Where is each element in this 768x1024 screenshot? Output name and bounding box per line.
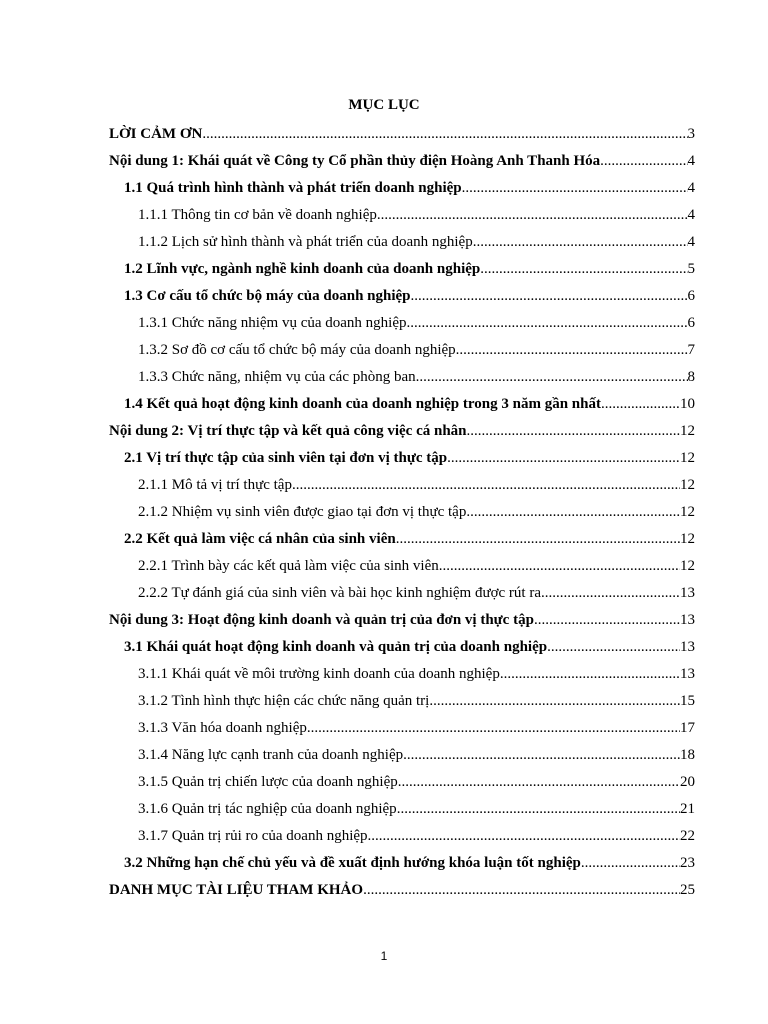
toc-entry-text: 1.3.2 Sơ đồ cơ cấu tổ chức bộ máy của doanh nghiệp (138, 342, 456, 358)
toc-dot-leader (363, 877, 680, 904)
toc-dot-leader (398, 769, 680, 796)
toc-entry-page: 13 (680, 585, 695, 601)
toc-entry-page: 4 (687, 180, 695, 196)
toc-entry-page: 13 (680, 639, 695, 655)
toc-entry[interactable] (109, 283, 695, 310)
toc-entry-page: 12 (680, 423, 695, 439)
toc-entry-text: 1.3.3 Chức năng, nhiệm vụ của các phòng ban (138, 369, 416, 385)
toc-dot-leader (581, 850, 680, 877)
toc-entry-page: 21 (680, 801, 695, 817)
toc-entry-page: 12 (680, 477, 695, 493)
toc-entry[interactable] (109, 364, 695, 391)
toc-entry[interactable] (109, 715, 695, 742)
toc-entry-page: 4 (687, 153, 695, 169)
toc-entry[interactable] (109, 580, 695, 607)
toc-dot-leader (368, 823, 680, 850)
toc-entry-text: 3.2 Những hạn chế chủ yếu và đề xuất định hướng khóa luận tốt nghiệp (124, 855, 581, 871)
toc-entry-text: Nội dung 1: Khái quát về Công ty Cổ phần thủy điện Hoàng Anh Thanh Hóa (109, 153, 601, 169)
toc-entry[interactable] (109, 121, 695, 148)
toc-entry-page: 4 (687, 234, 695, 250)
toc-entry-text: Nội dung 2: Vị trí thực tập và kết quả công việc cá nhân (109, 423, 467, 439)
toc-dot-leader (407, 310, 688, 337)
toc-entry-text: 2.1.2 Nhiệm vụ sinh viên được giao tại đơn vị thực tập (138, 504, 467, 520)
toc-dot-leader (439, 553, 680, 580)
toc-dot-leader (377, 202, 688, 229)
toc-dot-leader (466, 499, 680, 526)
toc-entry[interactable] (109, 418, 695, 445)
toc-entry-page: 12 (680, 558, 695, 574)
toc-entry[interactable] (109, 769, 695, 796)
toc-entry-text: 1.2 Lĩnh vực, ngành nghề kinh doanh của doanh nghiệp (124, 261, 481, 277)
toc-entry-text: 2.2.1 Trình bày các kết quả làm việc của sinh viên (138, 558, 439, 574)
toc-entry-text: 3.1.5 Quản trị chiến lược của doanh nghiệp (138, 774, 398, 790)
toc-entry-page: 23 (680, 855, 695, 871)
toc-dot-leader (307, 715, 680, 742)
toc-entry[interactable] (109, 256, 695, 283)
toc-entry[interactable] (109, 229, 695, 256)
toc-dot-leader (467, 418, 680, 445)
toc-dot-leader (202, 121, 687, 148)
toc-dot-leader (292, 472, 680, 499)
toc-entry-page: 22 (680, 828, 695, 844)
toc-dot-leader (456, 337, 688, 364)
toc-entry[interactable] (109, 661, 695, 688)
toc-entry-text: 2.1.1 Mô tả vị trí thực tập (138, 477, 292, 493)
toc-entry-text: 1.1 Quá trình hình thành và phát triển doanh nghiệp (124, 180, 462, 196)
toc-dot-leader (429, 688, 680, 715)
toc-entry-text: 1.3.1 Chức năng nhiệm vụ của doanh nghiệp (138, 315, 407, 331)
toc-entry-page: 6 (687, 315, 695, 331)
toc-entry[interactable] (109, 310, 695, 337)
toc-dot-leader (396, 526, 680, 553)
toc-entry-text: 2.1 Vị trí thực tập của sinh viên tại đơn vị thực tập (124, 450, 448, 466)
toc-entry-text: 3.1.7 Quản trị rủi ro của doanh nghiệp (138, 828, 368, 844)
toc-entry-page: 20 (680, 774, 695, 790)
toc-entry[interactable] (109, 526, 695, 553)
toc-entry[interactable] (109, 607, 695, 634)
toc-entry-page: 12 (680, 504, 695, 520)
toc-dot-leader (480, 256, 687, 283)
table-of-contents (109, 121, 695, 904)
toc-entry[interactable] (109, 148, 695, 175)
toc-dot-leader (473, 229, 688, 256)
toc-entry-text: 1.4 Kết quả hoạt động kinh doanh của doanh nghiệp trong 3 năm gần nhất (124, 396, 601, 412)
toc-dot-leader (447, 445, 680, 472)
toc-dot-leader (416, 364, 688, 391)
toc-entry-page: 25 (680, 882, 695, 898)
toc-entry[interactable] (109, 553, 695, 580)
toc-entry-text: 3.1.6 Quản trị tác nghiệp của doanh nghiệp (138, 801, 397, 817)
toc-entry-page: 18 (680, 747, 695, 763)
toc-entry-page: 13 (680, 612, 695, 628)
toc-entry-text: Nội dung 3: Hoạt động kinh doanh và quản trị của đơn vị thực tập (109, 612, 534, 628)
toc-entry-text: 3.1.1 Khái quát về môi trường kinh doanh của doanh nghiệp (138, 666, 500, 682)
toc-title: MỤC LỤC (348, 97, 420, 113)
toc-entry-page: 12 (680, 450, 695, 466)
toc-dot-leader (600, 148, 687, 175)
toc-entry[interactable] (109, 634, 695, 661)
toc-dot-leader (534, 607, 680, 634)
toc-entry-text: 1.1.2 Lịch sử hình thành và phát triển của doanh nghiệp (138, 234, 473, 250)
toc-entry-text: 1.3 Cơ cấu tổ chức bộ máy của doanh nghiệp (124, 288, 411, 304)
toc-dot-leader (547, 634, 680, 661)
toc-dot-leader (500, 661, 680, 688)
toc-entry-text: 2.2.2 Tự đánh giá của sinh viên và bài học kinh nghiệm được rút ra (138, 585, 541, 601)
toc-dot-leader (403, 742, 680, 769)
toc-entry-page: 7 (687, 342, 695, 358)
toc-entry[interactable] (109, 499, 695, 526)
toc-dot-leader (411, 283, 688, 310)
toc-entry[interactable] (109, 877, 695, 904)
toc-entry[interactable] (109, 337, 695, 364)
toc-entry[interactable] (109, 445, 695, 472)
toc-entry[interactable] (109, 175, 695, 202)
toc-dot-leader (541, 580, 680, 607)
toc-entry-text: 2.2 Kết quả làm việc cá nhân của sinh viên (124, 531, 396, 547)
toc-entry-page: 15 (680, 693, 695, 709)
toc-entry[interactable] (109, 202, 695, 229)
toc-entry-text: 3.1.2 Tình hình thực hiện các chức năng quản trị (138, 693, 430, 709)
toc-entry[interactable] (109, 742, 695, 769)
toc-entry[interactable] (109, 688, 695, 715)
toc-dot-leader (397, 796, 680, 823)
toc-entry-text: LỜI CẢM ƠN (109, 126, 203, 142)
toc-entry-text: 3.1.4 Năng lực cạnh tranh của doanh nghiệp (138, 747, 404, 763)
toc-entry[interactable] (109, 796, 695, 823)
toc-entry-text: DANH MỤC TÀI LIỆU THAM KHẢO (109, 882, 364, 898)
toc-entry-page: 10 (680, 396, 695, 412)
toc-entry-page: 5 (687, 261, 695, 277)
toc-entry-text: 3.1.3 Văn hóa doanh nghiệp (138, 720, 307, 736)
toc-entry-page: 17 (680, 720, 695, 736)
toc-entry-page: 6 (687, 288, 695, 304)
toc-entry-text: 1.1.1 Thông tin cơ bản về doanh nghiệp (138, 207, 377, 223)
toc-entry-page: 3 (687, 126, 695, 142)
toc-entry[interactable] (109, 823, 695, 850)
toc-entry[interactable] (109, 472, 695, 499)
toc-entry[interactable] (109, 391, 695, 418)
page-number: 1 (380, 949, 388, 963)
toc-entry[interactable] (109, 850, 695, 877)
toc-entry-page: 13 (680, 666, 695, 682)
toc-dot-leader (462, 175, 688, 202)
toc-entry-page: 8 (687, 369, 695, 385)
toc-entry-page: 4 (687, 207, 695, 223)
toc-entry-text: 3.1 Khái quát hoạt động kinh doanh và quản trị của doanh nghiệp (124, 639, 548, 655)
toc-dot-leader (601, 391, 680, 418)
toc-entry-page: 12 (680, 531, 695, 547)
